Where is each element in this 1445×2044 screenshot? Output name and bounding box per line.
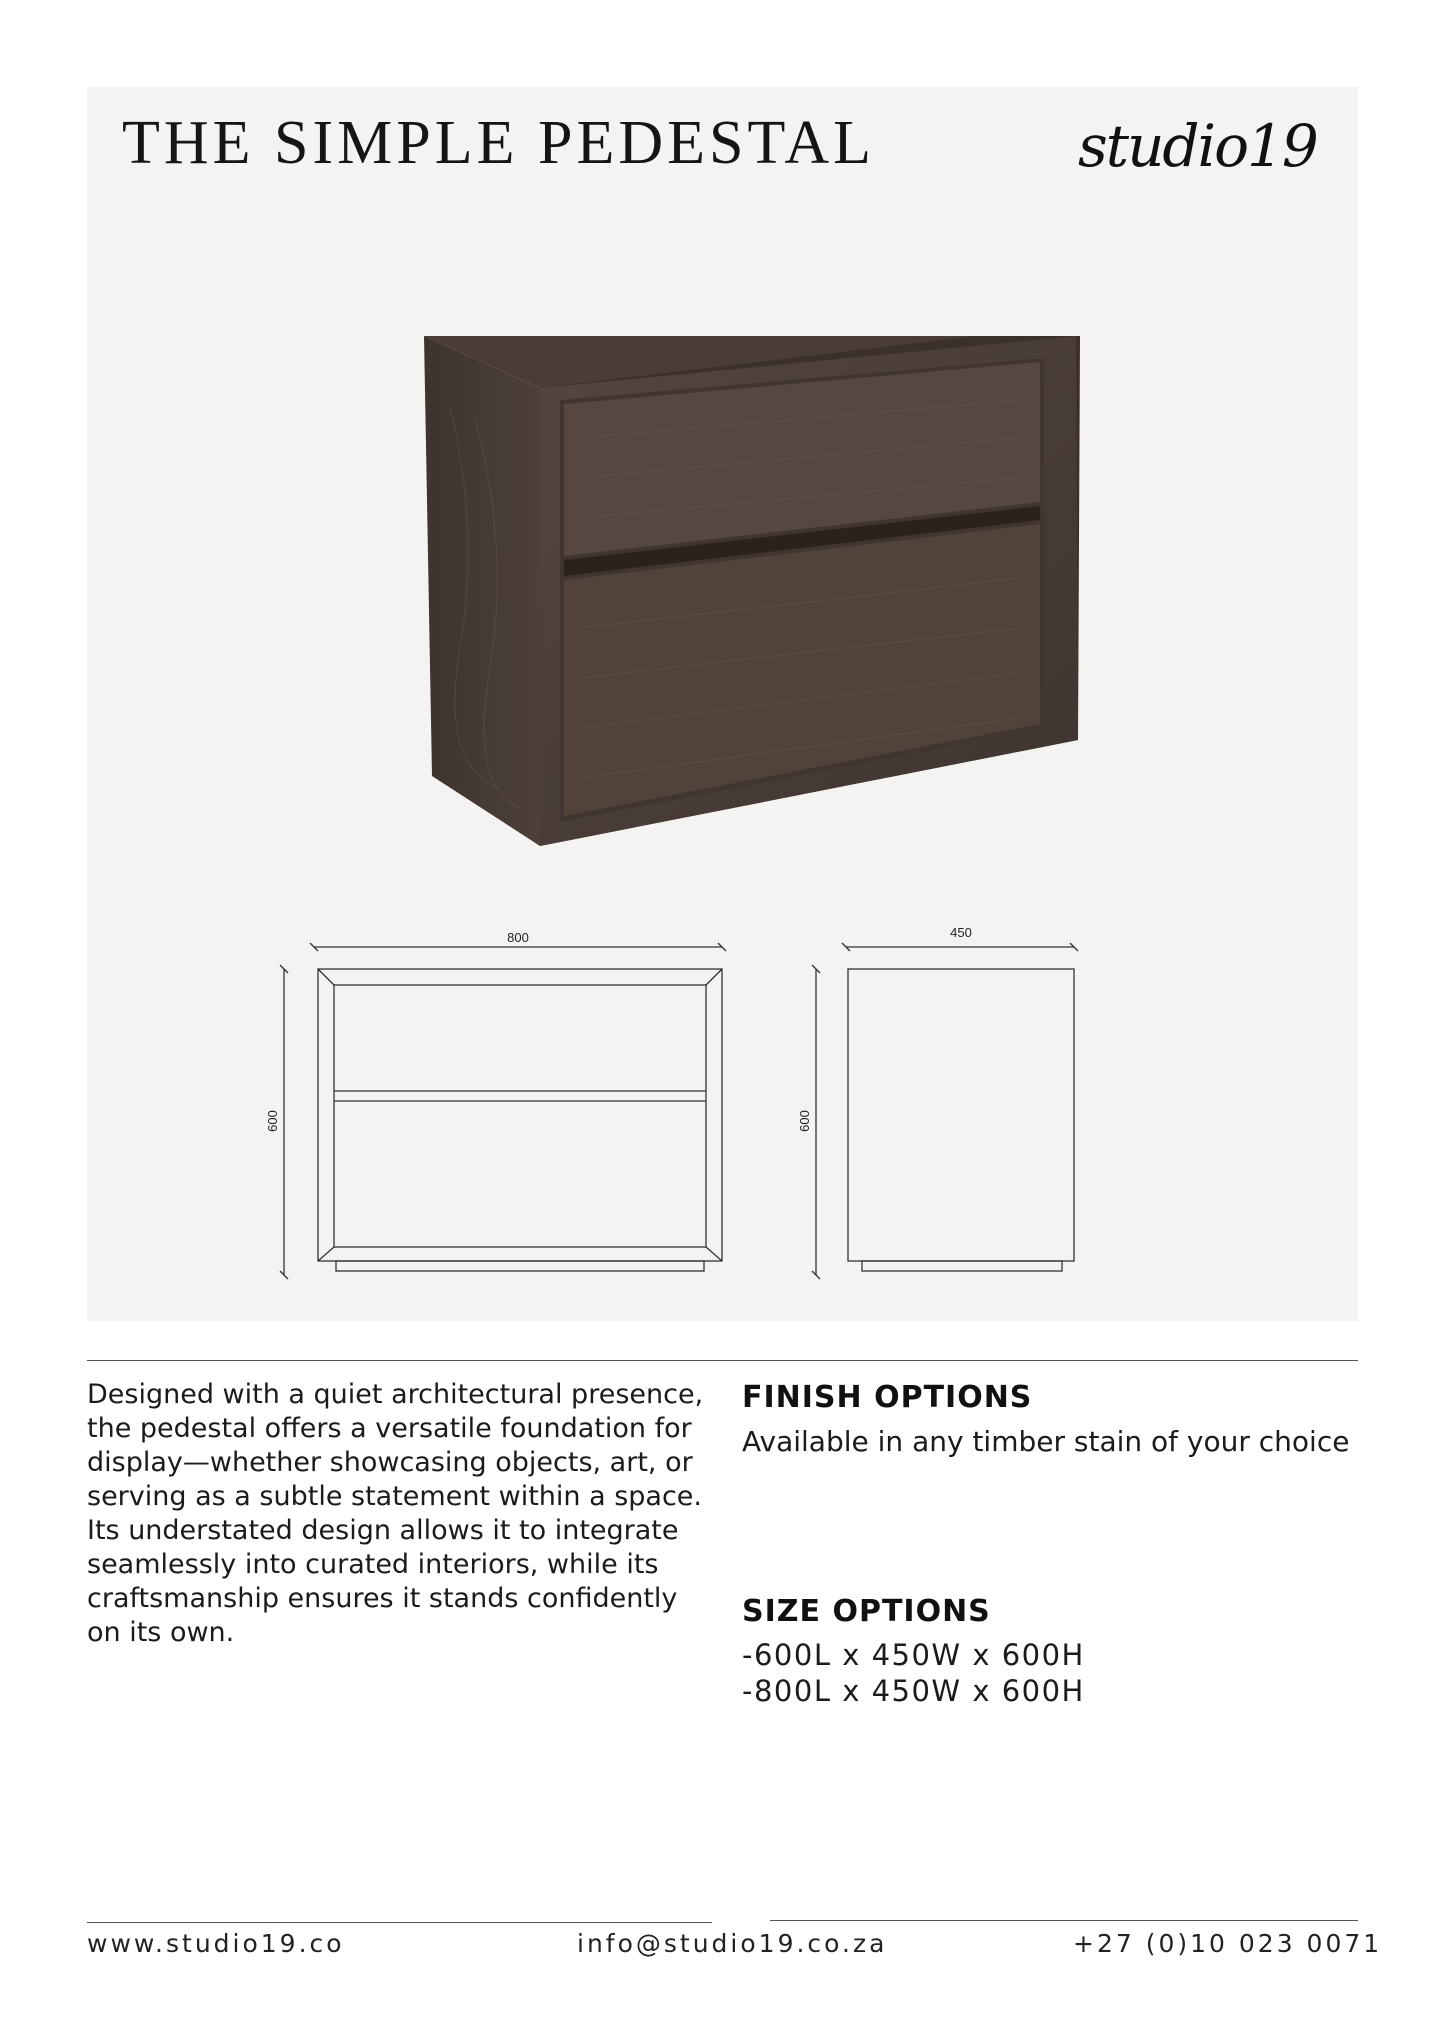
divider [87, 1360, 1358, 1361]
front-height-label: 600 [265, 1110, 280, 1132]
footer-email[interactable]: info@studio19.co.za [577, 1929, 888, 1958]
footer-website[interactable]: www.studio19.co [87, 1929, 345, 1958]
technical-drawing [262, 905, 1102, 1305]
side-height-label: 600 [797, 1110, 812, 1132]
footer-divider-left [87, 1922, 712, 1923]
footer-phone[interactable]: +27 (0)10 023 0071 [1073, 1929, 1383, 1958]
product-description: Designed with a quiet architectural presence, the pedestal offers a versatile foundation for display—whether showcasing objects, art, or serving as a subtle statement within a space. Its understated design allows it to integrate seamlessly into curated interiors, while its craftsmanship ensures it stands confidently on its own. [87, 1379, 704, 1648]
front-width-label: 800 [507, 930, 529, 945]
side-width-label: 450 [950, 925, 972, 940]
product-photo [420, 328, 1080, 858]
size-option: -800L x 450W x 600H [742, 1674, 1085, 1708]
size-option: -600L x 450W x 600H [742, 1638, 1085, 1672]
size-options-heading: SIZE OPTIONS [742, 1594, 991, 1629]
brand-logo: studio19 [1078, 112, 1317, 180]
footer-divider-right [770, 1920, 1358, 1921]
finish-options-heading: FINISH OPTIONS [742, 1380, 1033, 1415]
page-title: THE SIMPLE PEDESTAL [122, 109, 876, 177]
finish-options-text: Available in any timber stain of your choice [742, 1425, 1350, 1458]
